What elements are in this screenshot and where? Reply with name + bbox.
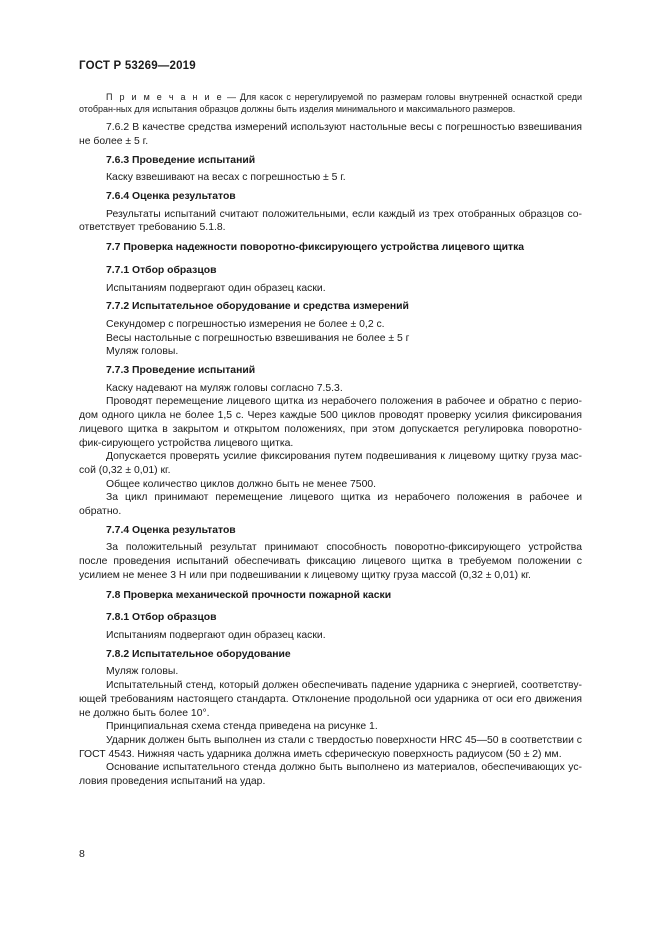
paragraph-7-6-2: 7.6.2 В качестве средства измерений используют настольные весы с погрешностью взвешивания не более ± 5 г. bbox=[79, 122, 582, 147]
paragraph-7-8-2-c: Принципиальная схема стенда приведена на рисунке 1. bbox=[106, 721, 378, 733]
document-body bbox=[79, 92, 582, 789]
paragraph-7-8-2-b: Испытательный стенд, который должен обеспечивать падение ударника с энергией, соответству-ющей требованиям настоящего стандарта. Отклонение продольной оси ударника от оси его движения не должно быть более 10°. bbox=[79, 680, 582, 719]
paragraph-7-8-2-a: Муляж головы. bbox=[106, 666, 179, 678]
note-label: П р и м е ч а н и е bbox=[106, 92, 224, 102]
heading-7-7-1: 7.7.1 Отбор образцов bbox=[106, 264, 217, 276]
document-header: ГОСТ Р 53269—2019 bbox=[79, 60, 196, 72]
heading-7-8-1: 7.8.1 Отбор образцов bbox=[106, 612, 217, 624]
heading-7-7-2: 7.7.2 Испытательное оборудование и средства измерений bbox=[106, 301, 409, 313]
paragraph-7-6-3: Каску взвешивают на весах с погрешностью ± 5 г. bbox=[106, 172, 346, 184]
page-number: 8 bbox=[79, 848, 85, 860]
paragraph-7-8-1: Испытаниям подвергают один образец каски. bbox=[106, 629, 326, 641]
paragraph-7-8-2-d: Ударник должен быть выполнен из стали с твердостью поверхности HRC 45—50 в соответствии с ГОСТ 4543. Нижняя часть ударника должна иметь сферическую поверхность радиусом (50 ± 2) мм. bbox=[79, 734, 582, 760]
section-title-7-7: 7.7 Проверка надежности поворотно-фиксирующего устройства лицевого щитка bbox=[106, 242, 525, 254]
paragraph-7-7-3-e: За цикл принимают перемещение лицевого щитка из нерабочего положения в рабочее и обратно. bbox=[79, 492, 582, 518]
heading-7-8-2: 7.8.2 Испытательное оборудование bbox=[106, 648, 291, 660]
paragraph-7-6-4: Результаты испытаний считают положительными, если каждый из трех отобранных образцов со-ответствует требованию 5.1.8. bbox=[79, 208, 582, 234]
note-paragraph bbox=[79, 92, 582, 115]
paragraph-7-8-2-e: Основание испытательного стенда должно быть выполнено из материалов, обеспечивающих ус-ловия проведения испытаний на удар. bbox=[79, 762, 582, 788]
note-text: — Для касок с нерегулируемой по размерам головы внутренней оснасткой среди отобран-ных для испытания образцов должны быть изделия минимального и максимального размеров. bbox=[79, 92, 582, 114]
heading-7-6-4: 7.6.4 Оценка результатов bbox=[106, 191, 236, 202]
paragraph-7-7-3-d: Общее количество циклов должно быть не менее 7500. bbox=[106, 478, 377, 490]
paragraph-7-7-1: Испытаниям подвергают один образец каски. bbox=[106, 282, 326, 294]
paragraph-7-7-3-a: Каску надевают на муляж головы согласно 7.5.3. bbox=[106, 382, 343, 394]
heading-7-6-3: 7.6.3 Проведение испытаний bbox=[106, 154, 256, 166]
heading-7-7-4: 7.7.4 Оценка результатов bbox=[106, 524, 236, 536]
paragraph-7-7-3-c: Допускается проверять усилие фиксирования путем подвешивания к лицевому щитку груза мас-сой (0,32 ± 0,01) кг. bbox=[79, 451, 582, 476]
paragraph-7-7-2-stopwatch: Секундомер с погрешностью измерения не более ± 0,2 с. bbox=[106, 318, 385, 330]
paragraph-7-7-2-scales: Весы настольные с погрешностью взвешивания не более ± 5 г bbox=[106, 332, 410, 344]
paragraph-7-7-4: За положительный результат принимают способность поворотно-фиксирующего устройства после проведения испытаний обеспечивать фиксацию лицевого щитка в требуемом положении с усилием не менее 3 Н или при подвешивании к лицевому щитку груза массой (0,32 ± 0,01) кг. bbox=[79, 542, 582, 581]
section-title-7-8: 7.8 Проверка механической прочности пожарной каски bbox=[106, 589, 392, 601]
paragraph-7-7-2-dummy: Муляж головы. bbox=[106, 346, 179, 358]
heading-7-7-3: 7.7.3 Проведение испытаний bbox=[106, 365, 256, 377]
paragraph-7-7-3-b: Проводят перемещение лицевого щитка из нерабочего положения в рабочее и обратно с перио-дом одного цикла не более 1,5 с. Через каждые 500 циклов проводят проверку усилия фиксирования лицевого щитка в закрытом и открытом положениях, при этом допускается регулировка поворотно-фик-сирующего устройства лицевого щитка. bbox=[79, 396, 582, 449]
